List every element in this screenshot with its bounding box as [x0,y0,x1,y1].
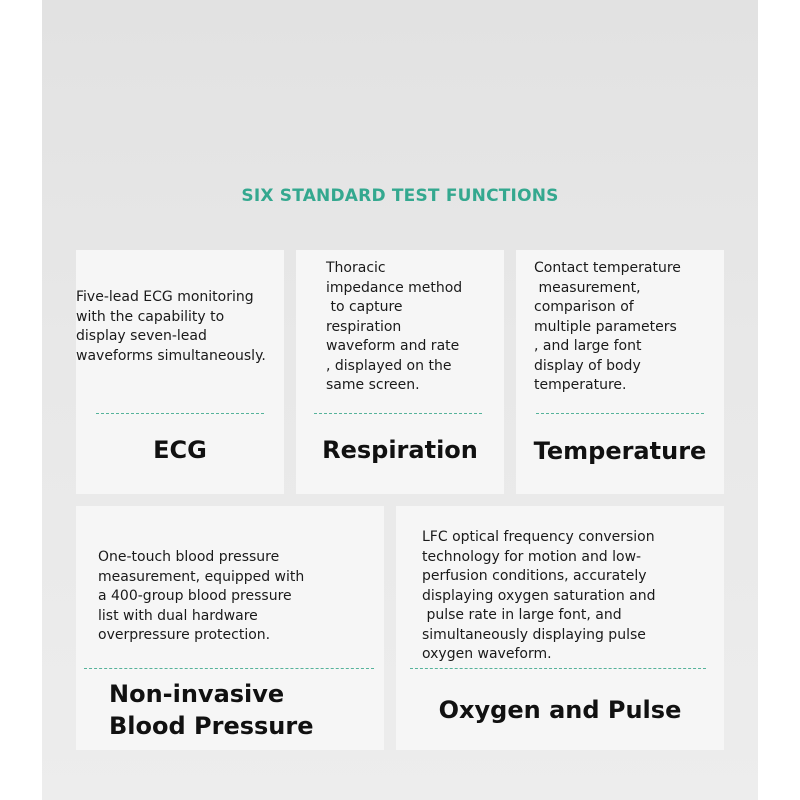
dashed-divider [84,668,374,669]
dashed-divider [96,413,264,414]
feature-title: Non-invasive Blood Pressure [109,680,314,740]
feature-title: Oxygen and Pulse [438,696,682,724]
feature-description: Five-lead ECG monitoring with the capability to display seven-lead waveforms simultaneously. [76,289,266,364]
dashed-divider [314,413,482,414]
feature-description: One-touch blood pressure measurement, equipped with a 400-group blood pressure list with dual hardware overpressure protection. [98,549,305,643]
feature-card-blood-pressure [76,506,384,750]
feature-panel [42,0,758,800]
feature-title: Respiration [322,436,478,464]
feature-title: Temperature [533,437,707,465]
feature-card-respiration [296,250,504,494]
feature-description: LFC optical frequency conversion technology for motion and low- perfusion conditions, accurately displaying oxygen saturation and pulse rate in large font, and simultaneously displaying pulse oxygen waveform. [422,529,656,662]
feature-description: Contact temperature measurement, comparison of multiple parameters , and large font display of body temperature. [534,260,681,393]
dashed-divider [410,668,706,669]
feature-card-ecg [76,250,284,494]
feature-title: ECG [153,436,207,464]
dashed-divider [536,413,704,414]
feature-description: Thoracic impedance method to capture respiration waveform and rate , displayed on the same screen. [326,260,463,393]
feature-card-temperature [516,250,724,494]
section-heading: SIX STANDARD TEST FUNCTIONS [241,186,559,206]
feature-card-oxygen-pulse [396,506,724,750]
